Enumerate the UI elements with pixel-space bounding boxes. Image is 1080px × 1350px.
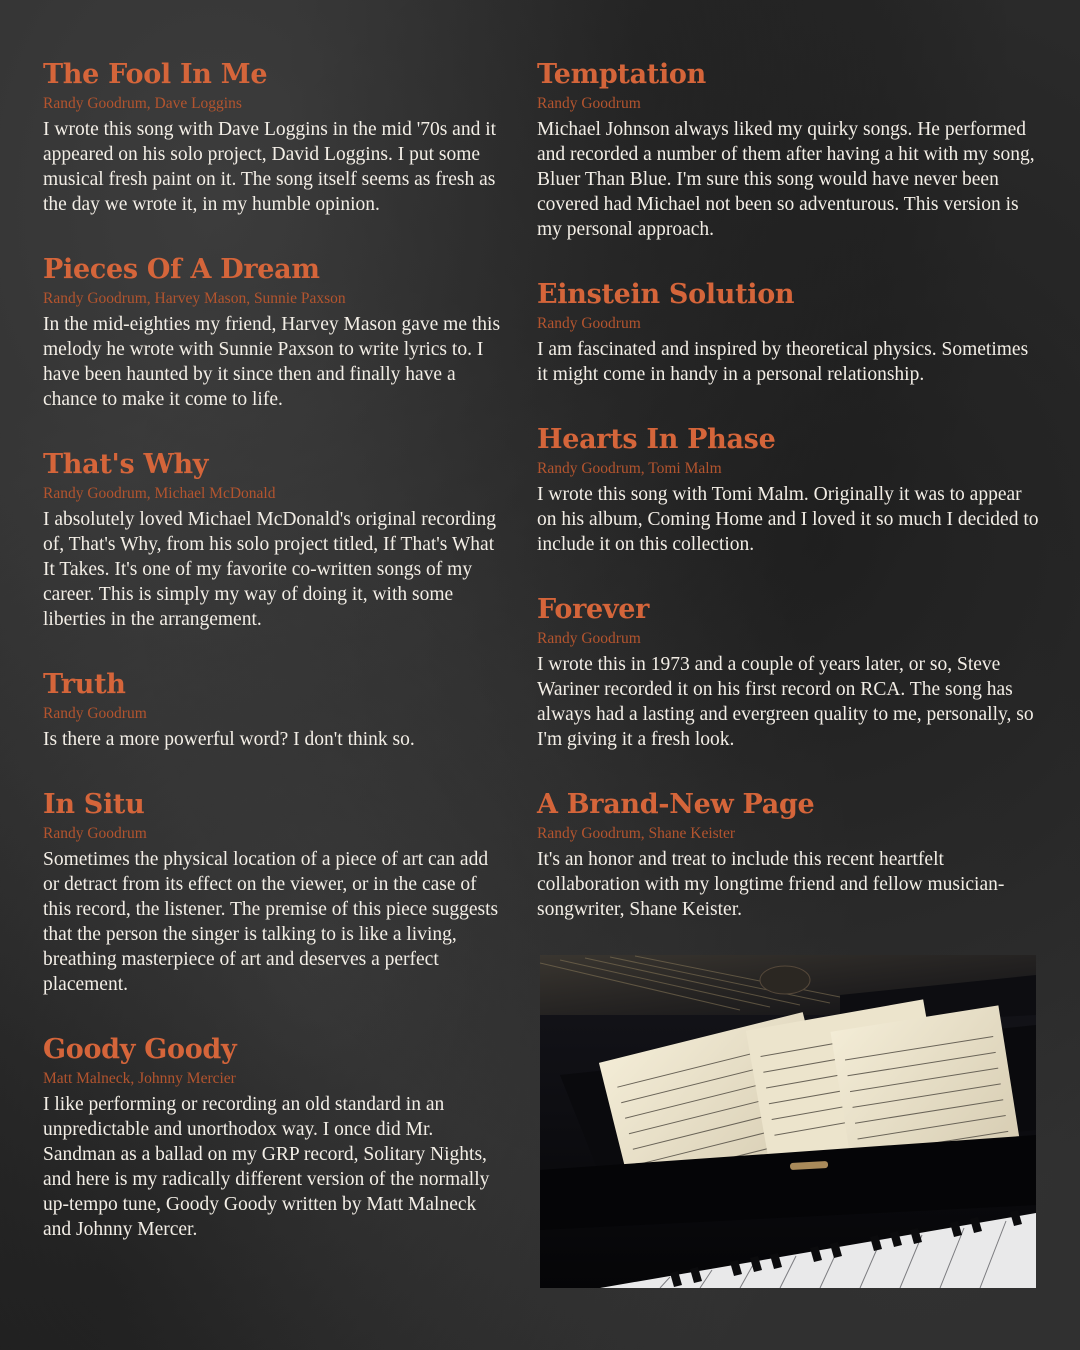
song-entry-truth <box>43 666 503 752</box>
song-title: Hearts In Phase <box>537 424 776 455</box>
song-note: I absolutely loved Michael McDonald's original recording of, That's Why, from his solo project titled, If That's What It Takes. It's one of my favorite co-written songs of my career. This is simply my way of doing it, with some liberties in the arrangement. <box>43 509 496 630</box>
song-title: Einstein Solution <box>537 279 795 310</box>
song-entry-the-fool-in-me <box>43 56 503 217</box>
song-credits: Randy Goodrum, Harvey Mason, Sunnie Paxson <box>43 290 346 307</box>
song-entry-hearts-in-phase <box>537 421 1042 557</box>
song-note: In the mid-eighties my friend, Harvey Mason gave me this melody he wrote with Sunnie Paxson to write lyrics to. I have been haunted by it since then and finally have a chance to make it come to life. <box>43 314 501 410</box>
song-note: I wrote this in 1973 and a couple of years later, or so, Steve Wariner recorded it on his first record on RCA. The song has always had a lasting and evergreen quality to me, personally, so I'm giving it a fresh look. <box>537 654 1034 750</box>
song-credits: Randy Goodrum, Dave Loggins <box>43 95 242 112</box>
right-column <box>537 56 1042 956</box>
song-title: A Brand-New Page <box>537 789 815 820</box>
song-title: Temptation <box>537 59 706 90</box>
song-note: I am fascinated and inspired by theoretical physics. Sometimes it might come in handy in a personal relationship. <box>537 339 1029 385</box>
song-credits: Randy Goodrum <box>537 95 641 112</box>
song-credits: Randy Goodrum <box>537 315 641 332</box>
song-note: Michael Johnson always liked my quirky songs. He performed and recorded a number of them after having a hit with my song, Bluer Than Blue. I'm sure this song would have never been covered had Michael not been so adventurous. This version is my personal approach. <box>537 119 1035 240</box>
song-credits: Randy Goodrum, Michael McDonald <box>43 485 276 502</box>
song-credits: Randy Goodrum <box>43 705 147 722</box>
song-note: It's an honor and treat to include this recent heartfelt collaboration with my longtime friend and fellow musician-songwriter, Shane Keister. <box>537 849 1005 920</box>
song-entry-a-brand-new-page <box>537 786 1042 922</box>
song-title: Pieces Of A Dream <box>43 254 320 285</box>
song-entry-pieces-of-a-dream <box>43 251 503 412</box>
song-entry-einstein-solution <box>537 276 1042 387</box>
song-note: I wrote this song with Tomi Malm. Originally it was to appear on his album, Coming Home and I loved it so much I decided to include it on this collection. <box>537 484 1039 555</box>
song-note: I like performing or recording an old standard in an unpredictable and unorthodox way. I once did Mr. Sandman as a ballad on my GRP record, Solitary Nights, and here is my radically different version of the normally up-tempo tune, Goody Goody written by Matt Malneck and Johnny Mercer. <box>43 1094 490 1240</box>
song-note: Sometimes the physical location of a piece of art can add or detract from its effect on the viewer, or in the case of this record, the listener. The premise of this piece suggests that the person the singer is talking to is like a living, breathing masterpiece of art and deserves a perfect placement. <box>43 849 499 995</box>
song-note: I wrote this song with Dave Loggins in the mid '70s and it appeared on his solo project, David Loggins. I put some musical fresh paint on it. The song itself seems as fresh as the day we wrote it, in my humble opinion. <box>43 119 497 215</box>
song-credits: Randy Goodrum, Tomi Malm <box>537 460 722 477</box>
song-credits: Randy Goodrum <box>43 825 147 842</box>
piano-sheet-music-photo <box>540 955 1036 1288</box>
song-title: That's Why <box>43 449 209 480</box>
song-credits: Randy Goodrum <box>537 630 641 647</box>
song-title: Goody Goody <box>43 1034 237 1065</box>
song-note: Is there a more powerful word? I don't think so. <box>43 729 415 750</box>
song-title: Forever <box>537 594 650 625</box>
song-entry-thats-why <box>43 446 503 632</box>
song-title: Truth <box>43 669 126 700</box>
song-entry-goody-goody <box>43 1031 503 1242</box>
song-title: In Situ <box>43 789 145 820</box>
song-credits: Randy Goodrum, Shane Keister <box>537 825 736 842</box>
song-entry-in-situ <box>43 786 503 997</box>
song-title: The Fool In Me <box>43 59 268 90</box>
song-entry-forever <box>537 591 1042 752</box>
left-column <box>43 56 503 1276</box>
song-entry-temptation <box>537 56 1042 242</box>
song-credits: Matt Malneck, Johnny Mercier <box>43 1070 236 1087</box>
